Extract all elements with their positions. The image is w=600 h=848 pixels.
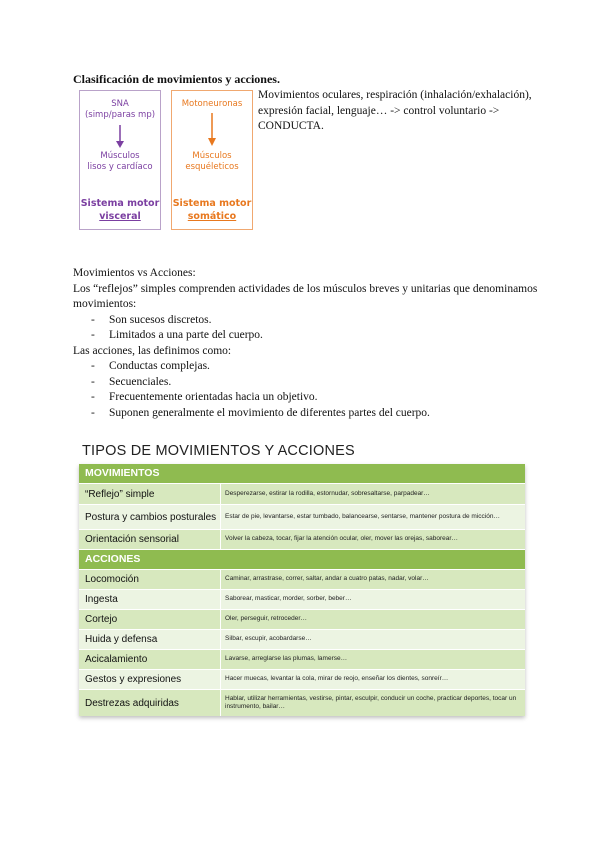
down-arrow-icon (207, 113, 217, 147)
list-item: - Suponen generalmente el movimiento de diferentes partes del cuerpo. (91, 406, 430, 419)
table-row: Gestos y expresiones Hacer muecas, levantar la cola, mirar de reojo, enseñar los dientes, sonreír… (79, 669, 525, 689)
motoneuron-label: Motoneuronas (181, 99, 243, 109)
table-row: “Reflejo” simple Desperezarse, estirar la rodilla, estornudar, sobresaltarse, parpadear… (79, 483, 525, 504)
list-item: - Conductas complejas. (91, 360, 210, 372)
somatic-system-line2: somático (187, 211, 237, 222)
table-row: Locomoción Caminar, arrastrase, correr, saltar, andar a cuatro patas, nadar, volar… (79, 569, 525, 589)
table-row: Huida y defensa Silbar, escupir, acobardarse… (79, 629, 525, 649)
intro-paragraph: Los “reflejos” simples comprenden actividades de los músculos breves y unitarias que denominamos movimientos: (73, 282, 538, 310)
list-item: - Frecuentemente orientadas hacia un objetivo. (91, 391, 318, 403)
list-item: - Limitados a una parte del cuerpo. (91, 329, 263, 341)
section-title: Movimientos vs Acciones: (73, 267, 196, 279)
side-note: Movimientos oculares, respiración (inhalación/exhalación), expresión facial, lenguaje… -> control voluntario -> CONDUCTA. (258, 89, 532, 132)
actions-intro: Las acciones, las definimos como: (73, 344, 232, 357)
visceral-system-line2: visceral (99, 211, 141, 222)
movements-table (79, 464, 525, 716)
motoneuron-box (171, 90, 253, 230)
skeletal-muscles-label: Músculos esquéleticos (185, 151, 239, 172)
sna-box (79, 90, 161, 230)
table-row: Acicalamiento Lavarse, arreglarse las plumas, lamerse… (79, 649, 525, 669)
visceral-system-line1: Sistema motor (80, 198, 160, 209)
sna-label: SNA (simp/paras mp) (84, 99, 156, 120)
smooth-muscles-label: Músculos lisos y cardíaco (87, 151, 153, 172)
table-row: Destrezas adquiridas Hablar, utilizar herramientas, vestirse, pintar, esculpir, conducir un coche, practicar deportes, tocar un instrumento, bailar… (79, 689, 525, 716)
down-arrow-icon (115, 125, 125, 149)
list-item: - Son sucesos discretos. (91, 313, 212, 326)
table-section-header: ACCIONES (79, 549, 525, 569)
table-title: TIPOS DE MOVIMIENTOS Y ACCIONES (82, 443, 355, 459)
table-row: Ingesta Saborear, masticar, morder, sorber, beber… (79, 589, 525, 609)
page-heading: Clasificación de movimientos y acciones. (73, 72, 280, 86)
table-row: Cortejo Oler, perseguir, retroceder… (79, 609, 525, 629)
table-row: Orientación sensorial Volver la cabeza, tocar, fijar la atención ocular, oler, mover las orejas, saborear… (79, 529, 525, 549)
list-item: - Secuenciales. (91, 375, 172, 388)
somatic-system-line1: Sistema motor (172, 198, 252, 209)
body-text (73, 266, 543, 421)
table-row: Postura y cambios posturales Estar de pie, levantarse, estar tumbado, balancearse, sentarse, mantener postura de micción… (79, 504, 525, 529)
table-section-header: MOVIMIENTOS (79, 464, 525, 483)
